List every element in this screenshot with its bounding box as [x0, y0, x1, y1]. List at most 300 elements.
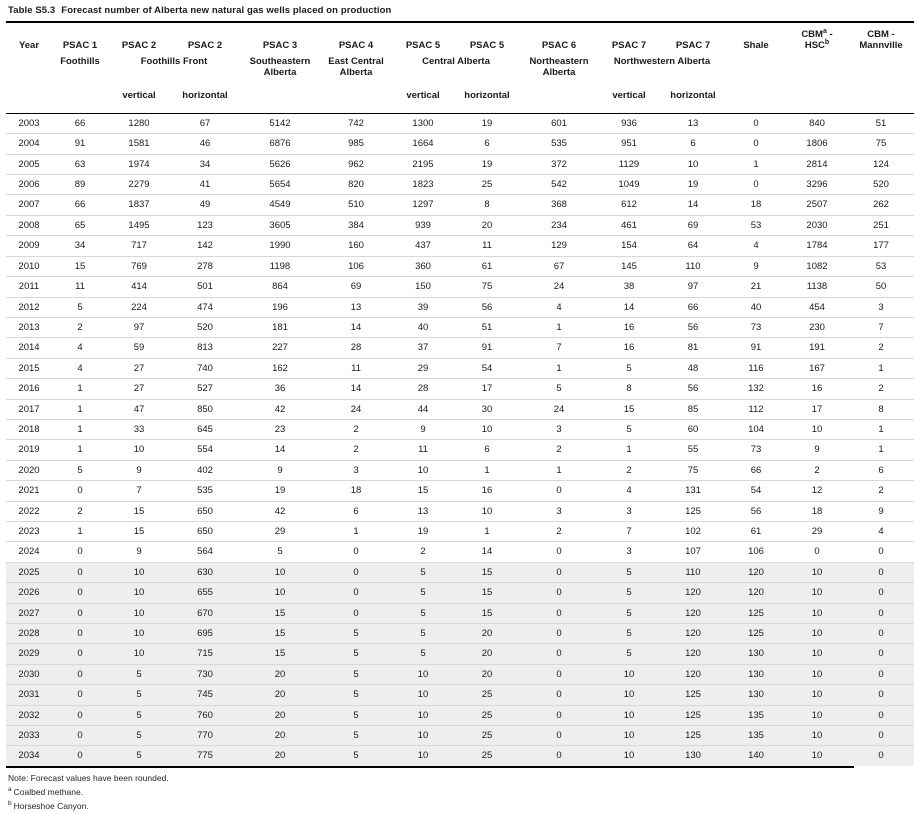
cell-value: 1806 — [786, 134, 848, 154]
cell-value: 19 — [660, 175, 726, 195]
cell-value: 9 — [726, 256, 786, 276]
table-row — [6, 358, 914, 378]
cell-value: 542 — [520, 175, 598, 195]
cell-value: 0 — [848, 664, 914, 684]
cell-year: 2023 — [6, 521, 52, 541]
region-header-foothills: Foothills — [60, 55, 100, 67]
cell-value: 132 — [726, 379, 786, 399]
cell-value: 0 — [848, 705, 914, 725]
cell-value: 28 — [392, 379, 454, 399]
cell-value: 9 — [392, 419, 454, 439]
cell-value: 24 — [520, 277, 598, 297]
cell-value: 2 — [52, 501, 108, 521]
cell-value: 0 — [726, 113, 786, 133]
cell-value: 10 — [108, 440, 170, 460]
cell-value: 10 — [786, 624, 848, 644]
cell-value: 5 — [320, 624, 392, 644]
cell-value: 10 — [108, 603, 170, 623]
cell-value: 11 — [392, 440, 454, 460]
cell-value: 142 — [170, 236, 240, 256]
cell-value: 19 — [392, 521, 454, 541]
footnote-b-marker: b — [8, 800, 12, 808]
cell-value: 125 — [660, 705, 726, 725]
cell-value: 130 — [726, 685, 786, 705]
cell-value: 154 — [598, 236, 660, 256]
cell-year: 2029 — [6, 644, 52, 664]
cell-value: 130 — [726, 644, 786, 664]
cell-value: 760 — [170, 705, 240, 725]
cell-value: 29 — [786, 521, 848, 541]
cell-year: 2034 — [6, 746, 52, 766]
cell-value: 56 — [660, 379, 726, 399]
cell-value: 10 — [786, 705, 848, 725]
cell-value: 5 — [320, 685, 392, 705]
cell-value: 820 — [320, 175, 392, 195]
table-row — [6, 154, 914, 174]
cell-value: 612 — [598, 195, 660, 215]
cell-year: 2006 — [6, 175, 52, 195]
table-row — [6, 215, 914, 235]
cell-value: 67 — [170, 113, 240, 133]
cell-value: 10 — [240, 583, 320, 603]
table-header — [6, 22, 914, 113]
table-row — [6, 481, 914, 501]
cell-value: 106 — [726, 542, 786, 562]
cell-value: 145 — [598, 256, 660, 276]
cell-value: 10 — [108, 644, 170, 664]
cell-year: 2010 — [6, 256, 52, 276]
cell-value: 14 — [320, 379, 392, 399]
cell-value: 50 — [848, 277, 914, 297]
region-header-central-alberta: Central Alberta — [422, 55, 490, 67]
cell-value: 1 — [726, 154, 786, 174]
orientation-header-psac7-horizontal: horizontal — [670, 89, 716, 101]
col-header-psac7-vertical: PSAC 7 — [611, 39, 647, 51]
cell-value: 520 — [848, 175, 914, 195]
region-header-southeastern-alberta: Southeastern Alberta — [249, 55, 311, 78]
cell-value: 474 — [170, 297, 240, 317]
region-header-foothills-front: Foothills Front — [140, 55, 208, 67]
cell-value: 655 — [170, 583, 240, 603]
cell-value: 85 — [660, 399, 726, 419]
cell-value: 0 — [848, 542, 914, 562]
table-row — [6, 195, 914, 215]
cell-value: 51 — [848, 113, 914, 133]
cell-value: 12 — [786, 481, 848, 501]
cell-value: 384 — [320, 215, 392, 235]
cell-value: 630 — [170, 562, 240, 582]
cell-value: 3 — [520, 419, 598, 439]
table-row — [6, 440, 914, 460]
cell-value: 130 — [726, 664, 786, 684]
table-row — [6, 399, 914, 419]
cell-value: 0 — [320, 562, 392, 582]
cell-value: 2 — [520, 440, 598, 460]
cell-value: 20 — [454, 215, 520, 235]
cell-value: 840 — [786, 113, 848, 133]
cell-value: 7 — [108, 481, 170, 501]
cell-value: 51 — [454, 317, 520, 337]
cell-year: 2031 — [6, 685, 52, 705]
cbm-mannville-line1: CBM - — [867, 29, 895, 40]
cell-value: 368 — [520, 195, 598, 215]
cell-value: 16 — [454, 481, 520, 501]
cell-value: 15 — [392, 481, 454, 501]
cell-value: 66 — [52, 113, 108, 133]
cell-value: 125 — [660, 501, 726, 521]
cell-year: 2021 — [6, 481, 52, 501]
cell-value: 0 — [520, 705, 598, 725]
region-header-east-central-alberta: East Central Alberta — [328, 55, 384, 78]
cell-value: 5 — [392, 624, 454, 644]
cell-value: 3 — [320, 460, 392, 480]
table-row — [6, 583, 914, 603]
cell-value: 59 — [108, 338, 170, 358]
col-header-psac5-vertical: PSAC 5 — [405, 39, 441, 51]
orientation-header-psac5-horizontal: horizontal — [464, 89, 510, 101]
table-row — [6, 113, 914, 133]
cell-value: 402 — [170, 460, 240, 480]
table-row — [6, 562, 914, 582]
cell-value: 1664 — [392, 134, 454, 154]
col-header-cbm-hsc — [786, 22, 848, 52]
cell-value: 0 — [848, 603, 914, 623]
cell-value: 15 — [108, 521, 170, 541]
table-row — [6, 624, 914, 644]
cell-value: 7 — [848, 317, 914, 337]
cell-value: 20 — [240, 664, 320, 684]
cell-value: 5 — [598, 624, 660, 644]
cell-value: 224 — [108, 297, 170, 317]
cell-value: 1198 — [240, 256, 320, 276]
cell-value: 6 — [454, 440, 520, 460]
cell-value: 510 — [320, 195, 392, 215]
cell-value: 0 — [52, 562, 108, 582]
cell-value: 0 — [848, 726, 914, 746]
cell-value: 89 — [52, 175, 108, 195]
cell-value: 936 — [598, 113, 660, 133]
cell-value: 10 — [598, 705, 660, 725]
cell-value: 14 — [320, 317, 392, 337]
cell-value: 5 — [108, 705, 170, 725]
cell-value: 191 — [786, 338, 848, 358]
cell-value: 15 — [240, 644, 320, 664]
cell-value: 0 — [320, 603, 392, 623]
cell-value: 501 — [170, 277, 240, 297]
cell-value: 1 — [454, 460, 520, 480]
header-row-orientation — [6, 87, 914, 114]
cell-value: 2 — [52, 317, 108, 337]
cell-value: 112 — [726, 399, 786, 419]
cell-value: 1082 — [786, 256, 848, 276]
cell-value: 775 — [170, 746, 240, 766]
cell-value: 1297 — [392, 195, 454, 215]
table-bottom-rule — [6, 766, 854, 768]
cell-value: 0 — [52, 583, 108, 603]
cell-value: 10 — [598, 726, 660, 746]
cell-value: 97 — [108, 317, 170, 337]
cell-value: 25 — [454, 726, 520, 746]
table-row — [6, 644, 914, 664]
cell-value: 6 — [320, 501, 392, 521]
col-header-cbm-mannville — [848, 22, 914, 52]
cell-value: 5 — [108, 726, 170, 746]
cell-value: 18 — [320, 481, 392, 501]
cell-value: 5 — [392, 603, 454, 623]
cell-value: 0 — [848, 644, 914, 664]
cell-value: 278 — [170, 256, 240, 276]
cell-value: 2279 — [108, 175, 170, 195]
cell-value: 24 — [520, 399, 598, 419]
cell-value: 0 — [320, 542, 392, 562]
cell-value: 64 — [660, 236, 726, 256]
cell-value: 461 — [598, 215, 660, 235]
cell-value: 4 — [52, 358, 108, 378]
cell-year: 2032 — [6, 705, 52, 725]
cell-value: 25 — [454, 746, 520, 766]
table-row — [6, 419, 914, 439]
cell-value: 695 — [170, 624, 240, 644]
cell-value: 2507 — [786, 195, 848, 215]
cell-value: 1 — [848, 419, 914, 439]
cell-value: 36 — [240, 379, 320, 399]
cell-value: 10 — [392, 746, 454, 766]
orientation-header-psac5-vertical: vertical — [406, 89, 440, 101]
cell-value: 10 — [786, 726, 848, 746]
cell-value: 2 — [598, 460, 660, 480]
cell-value: 10 — [454, 419, 520, 439]
cell-value: 1 — [52, 399, 108, 419]
cell-value: 5 — [598, 603, 660, 623]
cell-value: 5 — [240, 542, 320, 562]
cell-value: 181 — [240, 317, 320, 337]
table-row — [6, 542, 914, 562]
cell-value: 55 — [660, 440, 726, 460]
footnote-a-marker: a — [8, 786, 12, 794]
cell-value: 5 — [598, 644, 660, 664]
cell-value: 125 — [726, 624, 786, 644]
cell-value: 15 — [52, 256, 108, 276]
cell-value: 0 — [848, 685, 914, 705]
cell-value: 10 — [392, 460, 454, 480]
cell-value: 15 — [454, 603, 520, 623]
cell-value: 16 — [598, 338, 660, 358]
cell-value: 125 — [660, 726, 726, 746]
cell-value: 5 — [320, 664, 392, 684]
cell-value: 21 — [726, 277, 786, 297]
cell-value: 230 — [786, 317, 848, 337]
cell-value: 5 — [320, 705, 392, 725]
region-header-northeastern-alberta: Northeastern Alberta — [529, 55, 589, 78]
cell-value: 42 — [240, 501, 320, 521]
cell-value: 33 — [108, 419, 170, 439]
cell-value: 864 — [240, 277, 320, 297]
cell-year: 2014 — [6, 338, 52, 358]
cell-value: 6 — [454, 134, 520, 154]
cell-value: 10 — [786, 746, 848, 766]
cell-value: 15 — [454, 583, 520, 603]
cell-value: 1 — [520, 358, 598, 378]
cell-value: 0 — [520, 746, 598, 766]
cell-value: 42 — [240, 399, 320, 419]
cell-value: 66 — [52, 195, 108, 215]
cell-value: 8 — [454, 195, 520, 215]
cell-value: 10 — [786, 583, 848, 603]
cell-value: 10 — [392, 685, 454, 705]
table-row — [6, 746, 914, 766]
cell-value: 60 — [660, 419, 726, 439]
cell-value: 0 — [52, 705, 108, 725]
orientation-header-blank-psac1 — [52, 87, 108, 114]
cell-value: 15 — [240, 603, 320, 623]
table-row — [6, 685, 914, 705]
cell-value: 123 — [170, 215, 240, 235]
cell-value: 29 — [392, 358, 454, 378]
cell-value: 69 — [320, 277, 392, 297]
cell-value: 9 — [108, 542, 170, 562]
cell-value: 645 — [170, 419, 240, 439]
cell-value: 91 — [726, 338, 786, 358]
cell-value: 10 — [454, 501, 520, 521]
cell-value: 63 — [52, 154, 108, 174]
cell-value: 1784 — [786, 236, 848, 256]
cell-value: 0 — [520, 562, 598, 582]
cell-value: 120 — [660, 624, 726, 644]
cell-value: 1 — [598, 440, 660, 460]
cell-year: 2009 — [6, 236, 52, 256]
cell-value: 7 — [598, 521, 660, 541]
cell-value: 131 — [660, 481, 726, 501]
cell-value: 4549 — [240, 195, 320, 215]
table-row — [6, 705, 914, 725]
cell-value: 0 — [320, 583, 392, 603]
cell-value: 2814 — [786, 154, 848, 174]
cell-value: 18 — [786, 501, 848, 521]
cell-year: 2016 — [6, 379, 52, 399]
cell-value: 813 — [170, 338, 240, 358]
cell-value: 670 — [170, 603, 240, 623]
cell-value: 20 — [454, 624, 520, 644]
forecast-wells-table — [6, 21, 914, 766]
cell-value: 1974 — [108, 154, 170, 174]
cell-value: 0 — [52, 746, 108, 766]
cell-value: 10 — [786, 685, 848, 705]
cell-value: 116 — [726, 358, 786, 378]
cell-value: 740 — [170, 358, 240, 378]
cell-year: 2024 — [6, 542, 52, 562]
cell-value: 262 — [848, 195, 914, 215]
cell-value: 120 — [660, 664, 726, 684]
cell-value: 3 — [598, 542, 660, 562]
cell-value: 91 — [454, 338, 520, 358]
cell-value: 10 — [786, 664, 848, 684]
col-header-year: Year — [18, 39, 40, 51]
col-header-psac7-horizontal: PSAC 7 — [675, 39, 711, 51]
col-header-psac2-horizontal: PSAC 2 — [187, 39, 223, 51]
cell-value: 11 — [52, 277, 108, 297]
cell-year: 2011 — [6, 277, 52, 297]
cell-value: 5142 — [240, 113, 320, 133]
footnote-b — [8, 799, 854, 813]
cell-value: 19 — [240, 481, 320, 501]
cell-value: 2 — [848, 379, 914, 399]
cell-year: 2008 — [6, 215, 52, 235]
cell-value: 17 — [786, 399, 848, 419]
cell-value: 939 — [392, 215, 454, 235]
cell-value: 985 — [320, 134, 392, 154]
cell-value: 17 — [454, 379, 520, 399]
cell-value: 5 — [598, 583, 660, 603]
cell-value: 770 — [170, 726, 240, 746]
cell-value: 234 — [520, 215, 598, 235]
table-row — [6, 175, 914, 195]
table-row — [6, 236, 914, 256]
cell-value: 150 — [392, 277, 454, 297]
cell-year: 2017 — [6, 399, 52, 419]
cell-value: 0 — [52, 624, 108, 644]
cell-year: 2020 — [6, 460, 52, 480]
cell-value: 73 — [726, 440, 786, 460]
region-header-blank-shale — [726, 52, 786, 87]
cell-value: 1300 — [392, 113, 454, 133]
cell-year: 2015 — [6, 358, 52, 378]
cell-value: 13 — [320, 297, 392, 317]
cell-value: 9 — [848, 501, 914, 521]
cell-value: 4 — [52, 338, 108, 358]
cell-value: 1 — [52, 521, 108, 541]
cell-value: 44 — [392, 399, 454, 419]
cell-year: 2019 — [6, 440, 52, 460]
cell-value: 535 — [520, 134, 598, 154]
cell-value: 120 — [660, 583, 726, 603]
cell-value: 10 — [108, 583, 170, 603]
cell-value: 0 — [520, 624, 598, 644]
cell-value: 66 — [660, 297, 726, 317]
table-row — [6, 317, 914, 337]
cell-value: 5 — [520, 379, 598, 399]
cell-value: 56 — [660, 317, 726, 337]
cell-value: 10 — [392, 664, 454, 684]
cell-value: 27 — [108, 358, 170, 378]
col-header-shale: Shale — [743, 39, 769, 51]
table-row — [6, 134, 914, 154]
cell-value: 3 — [598, 501, 660, 521]
cell-value: 75 — [454, 277, 520, 297]
cell-year: 2005 — [6, 154, 52, 174]
footnote-note: Note: Forecast values have been rounded. — [8, 772, 169, 783]
cell-value: 2 — [786, 460, 848, 480]
header-row-psac — [6, 22, 914, 52]
cell-year: 2028 — [6, 624, 52, 644]
cell-value: 10 — [786, 419, 848, 439]
cell-value: 10 — [660, 154, 726, 174]
cell-value: 135 — [726, 726, 786, 746]
orientation-header-blank-psac3 — [240, 87, 320, 114]
cell-value: 20 — [240, 685, 320, 705]
cbm-mannville-line2: Mannville — [859, 39, 903, 51]
cell-value: 3 — [520, 501, 598, 521]
table-row — [6, 501, 914, 521]
cell-value: 11 — [320, 358, 392, 378]
footnote-a-text: Coalbed methane. — [13, 786, 84, 797]
cell-value: 5626 — [240, 154, 320, 174]
col-header-psac2-vertical: PSAC 2 — [121, 39, 157, 51]
cell-value: 14 — [660, 195, 726, 215]
cell-value: 1 — [520, 460, 598, 480]
cell-value: 520 — [170, 317, 240, 337]
cell-value: 730 — [170, 664, 240, 684]
cell-value: 650 — [170, 501, 240, 521]
